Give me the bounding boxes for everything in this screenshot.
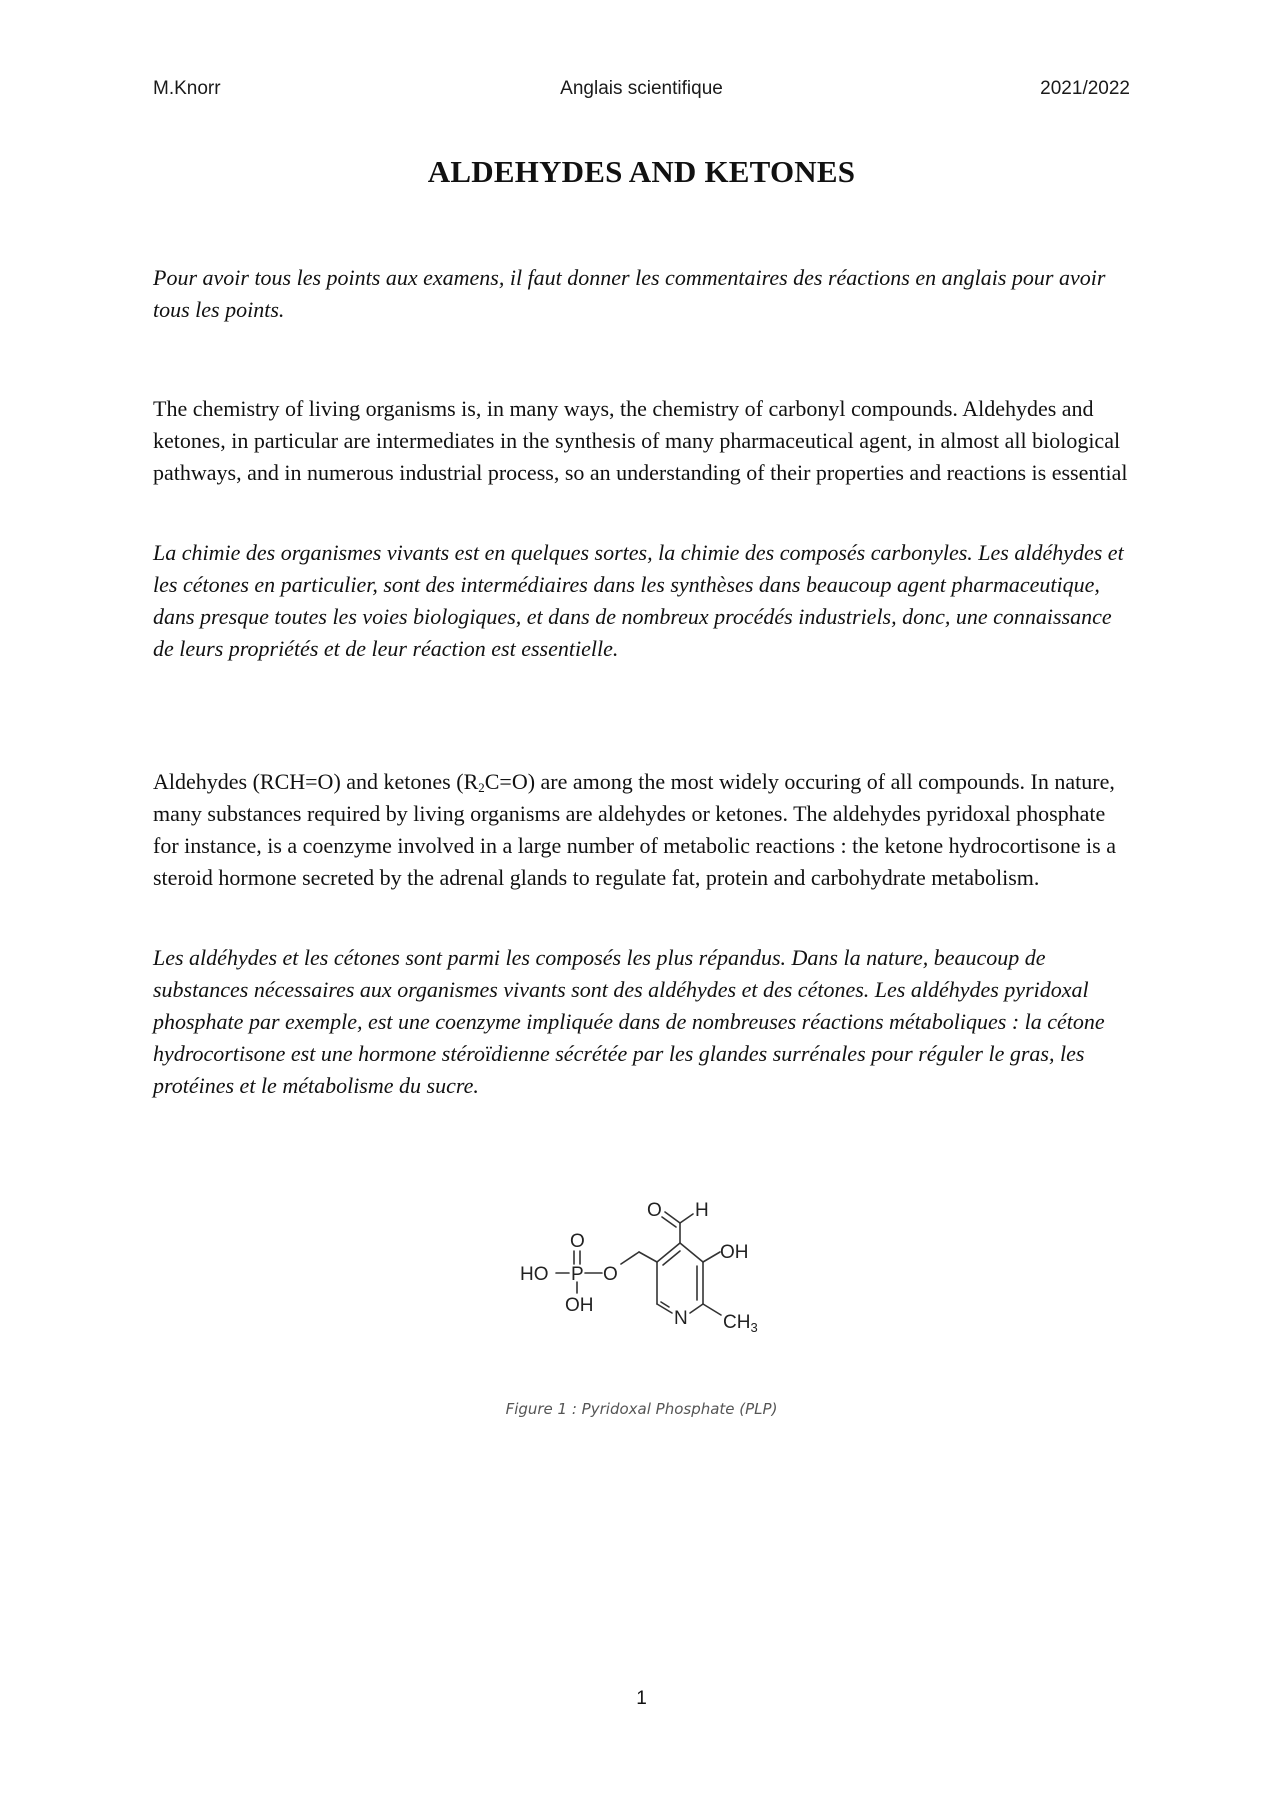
header-course: Anglais scientifique <box>560 78 723 99</box>
atom-o-bridge: O <box>603 1264 618 1285</box>
header-year: 2021/2022 <box>1040 78 1130 99</box>
paragraph-2-subscript: 2 <box>478 780 485 795</box>
ring-bond-c4-c3 <box>680 1243 703 1262</box>
intro-note: Pour avoir tous les points aux examens, il faut donner les commentaires des réactions en anglais pour avoir tous les points. <box>153 265 1106 322</box>
atom-p: P <box>571 1264 584 1285</box>
bond-ch2-o <box>621 1252 639 1264</box>
atom-ch3 <box>723 1312 758 1335</box>
paragraph-2-french: Les aldéhydes et les cétones sont parmi les composés les plus répandus. Dans la nature, beaucoup de substances nécessaires aux organismes vivants sont des aldéhydes et des cétones. Les aldéhydes pyridoxal phosphate par exemple, est une coenzyme impliquée dans de nombreuses réactions métaboliques : la cétone hydrocortisone est une hormone stéroïdienne sécrétée par les glandes surrénales pour réguler le gras, les protéines et le métabolisme du sucre. <box>153 945 1105 1098</box>
figure-caption: Figure 1 : Pyridoxal Phosphate (PLP) <box>505 1400 778 1418</box>
document-title: ALDEHYDES AND KETONES <box>427 154 856 189</box>
atom-o-phosphate-top: O <box>570 1231 585 1252</box>
paragraph-2-part-2: C=O) are among the most widely occuring of all compounds. In nature, many substances required by living organisms are aldehydes or ketones. The aldehydes pyridoxal phosphate for instance, is a coenzyme involved in a large number of metabolic reactions : the ketone hydrocortisone is a steroid hormone secreted by the adrenal glands to regulate fat, protein and carbohydrate metabolism. <box>153 769 1116 890</box>
bond-cho-h <box>680 1214 693 1223</box>
atom-ho-left: HO <box>520 1264 549 1285</box>
ring-bond-c5-c4-double <box>663 1251 680 1265</box>
bond-c5-ch2 <box>639 1252 657 1262</box>
paragraph-1-english: The chemistry of living organisms is, in many ways, the chemistry of carbonyl compounds. Aldehydes and ketones, in particular are intermediates in the synthesis of many pharmaceutical agent, in almost all biological pathways, and in numerous industrial process, so an understanding of their properties and reactions is essential <box>153 396 1128 485</box>
bond-c3-oh <box>703 1252 720 1262</box>
pyridoxal-phosphate-structure <box>505 1188 785 1338</box>
paragraph-2-part-1: Aldehydes (RCH=O) and ketones (R <box>153 769 479 794</box>
atom-ch3-label: CH <box>723 1312 751 1333</box>
atom-h-aldehyde: H <box>695 1200 709 1221</box>
atom-oh-phosphate: OH <box>565 1295 594 1316</box>
atom-o-aldehyde: O <box>647 1200 662 1221</box>
paragraph-2-english <box>153 766 1133 894</box>
ring-bond-n-c6 <box>657 1304 672 1313</box>
paragraph-1-french: La chimie des organismes vivants est en quelques sortes, la chimie des composés carbonyles. Les aldéhydes et les cétones en particulier, sont des intermédiaires dans les synthèses dans beaucoup agent pharmaceutique, dans presque toutes les voies biologiques, et dans de nombreux procédés industriels, donc, une connaissance de leurs propriétés et de leur réaction est essentielle. <box>153 540 1124 661</box>
ring-bond-c5-c4 <box>657 1243 680 1262</box>
ring-bond-c2-n <box>690 1304 703 1313</box>
page-header <box>153 78 1130 104</box>
bond-c2-ch3 <box>703 1304 721 1315</box>
atom-oh-ring: OH <box>720 1242 749 1263</box>
atom-n-ring: N <box>674 1308 688 1329</box>
header-author: M.Knorr <box>153 78 221 99</box>
atom-ch3-subscript: 3 <box>750 1320 758 1335</box>
page-number: 1 <box>636 1688 647 1709</box>
